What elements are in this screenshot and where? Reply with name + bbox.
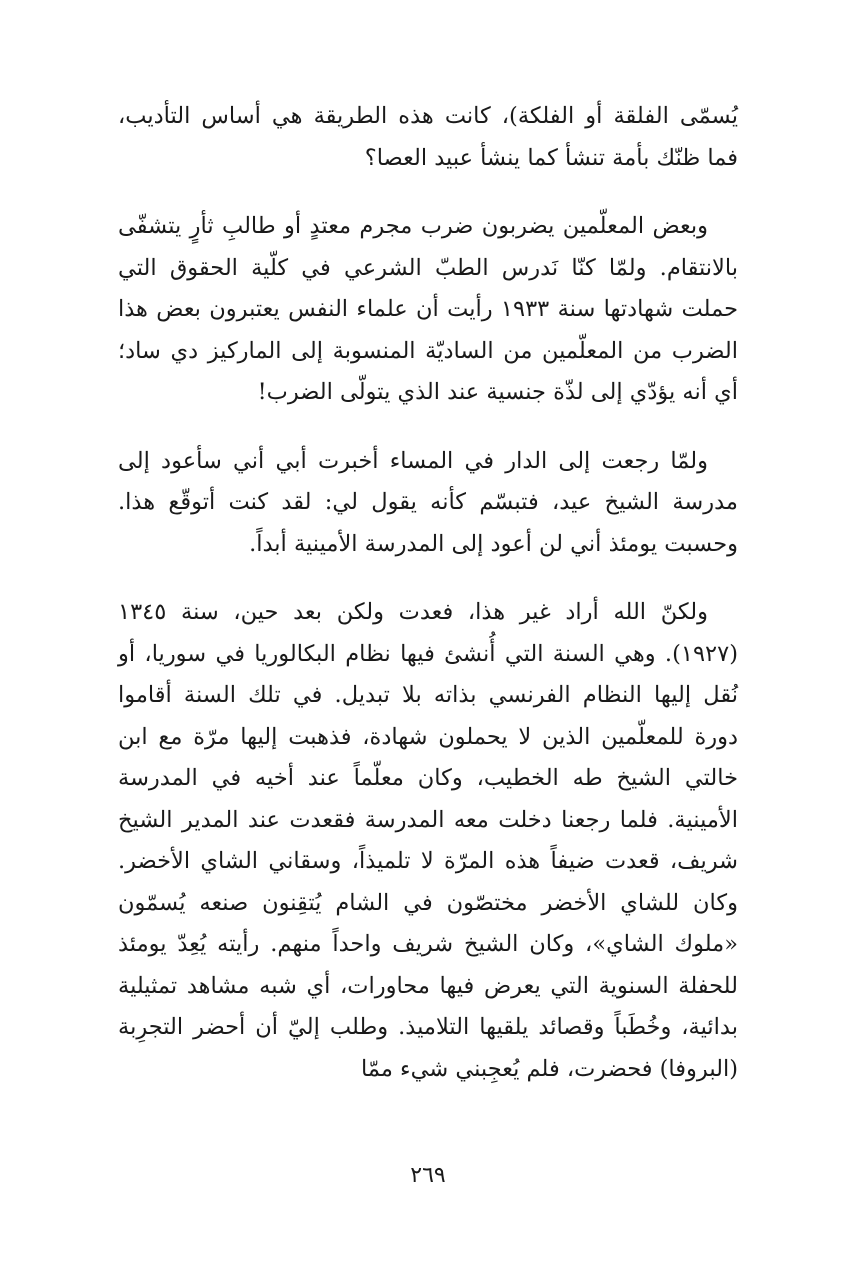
paragraph-2: وبعض المعلّمين يضربون ضرب مجرم معتدٍ أو طالبِ ثأرٍ يتشفّى بالانتقام. ولمّا كنّا نَدرس الطبّ الشرعي في كلّية الحقوق التي حملت شهادتها سنة ١٩٣٣ رأيت أن علماء النفس يعتبرون بعض هذا الضرب من المعلّمين من الساديّة المنسوبة إلى الماركيز دي ساد؛ أي أنه يؤدّي إلى لذّة جنسية عند الذي يتولّى الضرب! — [118, 213, 738, 405]
paragraph-4: ولكنّ الله أراد غير هذا، فعدت ولكن بعد حين، سنة ١٣٤٥ (١٩٢٧). وهي السنة التي أُنشئ فيها نظام البكالوريا في سوريا، أو نُقل إليها النظام الفرنسي بذاته بلا تبديل. في تلك السنة أقاموا دورة للمعلّمين الذين لا يحملون شهادة، فذهبت إليها مرّة مع ابن خالتي الشيخ طه الخطيب، وكان معلّماً عند أخيه في المدرسة الأمينية. فلما رجعنا دخلت معه المدرسة فقعدت عند المدير الشيخ شريف، قعدت ضيفاً هذه المرّة لا تلميذاً، وسقاني الشاي الأخضر. وكان للشاي الأخضر مختصّون في الشام يُتقِنون صنعه يُسمّون «ملوك الشاي»، وكان الشيخ شريف واحداً منهم. رأيته يُعِدّ يومئذ للحفلة السنوية التي يعرض فيها محاورات، أي شبه مشاهد تمثيلية بدائية، وخُطَباً وقصائد يلقيها التلاميذ. وطلب إليّ أن أحضر التجرِبة (البروفا) فحضرت، فلم يُعجِبني شيء ممّا — [118, 599, 738, 1082]
paragraph-1: يُسمّى الفلقة أو الفلكة)، كانت هذه الطريقة هي أساس التأديب، فما ظنّك بأمة تنشأ كما ينشأ عبيد العصا؟ — [118, 103, 738, 171]
page-number: ٢٦٩ — [410, 1163, 446, 1188]
book-page-text — [118, 96, 738, 1117]
paragraph-3: ولمّا رجعت إلى الدار في المساء أخبرت أبي أني سأعود إلى مدرسة الشيخ عيد، فتبسّم كأنه يقول لي: لقد كنت أتوقّع هذا. وحسبت يومئذ أني لن أعود إلى المدرسة الأمينية أبداً. — [118, 447, 738, 557]
